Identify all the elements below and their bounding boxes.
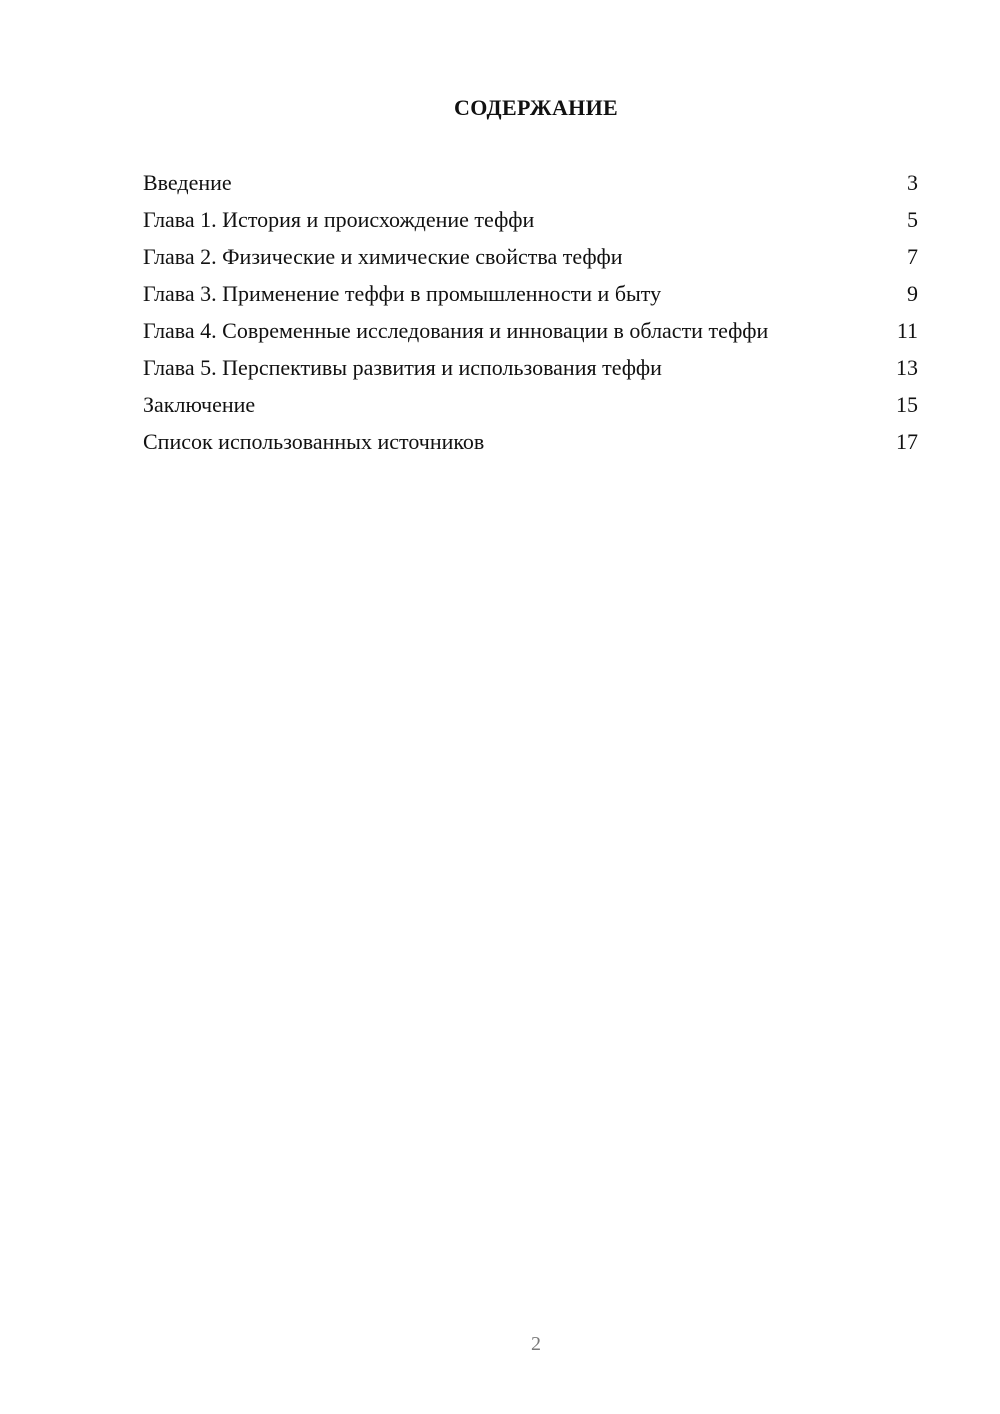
toc-entry-page: 15 — [896, 392, 918, 417]
toc-entry-title: Заключение — [143, 392, 256, 417]
toc-title: СОДЕРЖАНИЕ — [454, 95, 618, 120]
toc-entry-title: Глава 4. Современные исследования и инновации в области теффи — [143, 318, 769, 343]
toc-entry-title: Глава 1. История и происхождение теффи — [143, 207, 535, 232]
toc-entry-title: Глава 5. Перспективы развития и использования теффи — [143, 355, 662, 380]
toc-entry — [143, 244, 918, 270]
toc-entry-page: 9 — [907, 281, 918, 306]
page-number: 2 — [531, 1333, 541, 1355]
toc-list — [143, 170, 918, 466]
toc-entry — [143, 318, 918, 344]
toc-entry-page: 11 — [896, 318, 918, 343]
toc-entry-title: Глава 2. Физические и химические свойства теффи — [143, 244, 623, 269]
toc-entry-page: 5 — [907, 207, 918, 232]
toc-entry-title: Введение — [143, 170, 232, 195]
toc-entry-page: 3 — [907, 170, 918, 195]
toc-entry — [143, 429, 918, 455]
toc-entry-page: 7 — [907, 244, 918, 269]
toc-entry-page: 17 — [896, 429, 918, 454]
toc-entry — [143, 392, 918, 418]
toc-entry-title: Список использованных источников — [143, 429, 485, 454]
toc-entry — [143, 281, 918, 307]
toc-entry — [143, 355, 918, 381]
toc-entry-title: Глава 3. Применение теффи в промышленности и быту — [143, 281, 662, 306]
toc-entry — [143, 170, 918, 196]
toc-entry — [143, 207, 918, 233]
toc-entry-page: 13 — [896, 355, 918, 380]
